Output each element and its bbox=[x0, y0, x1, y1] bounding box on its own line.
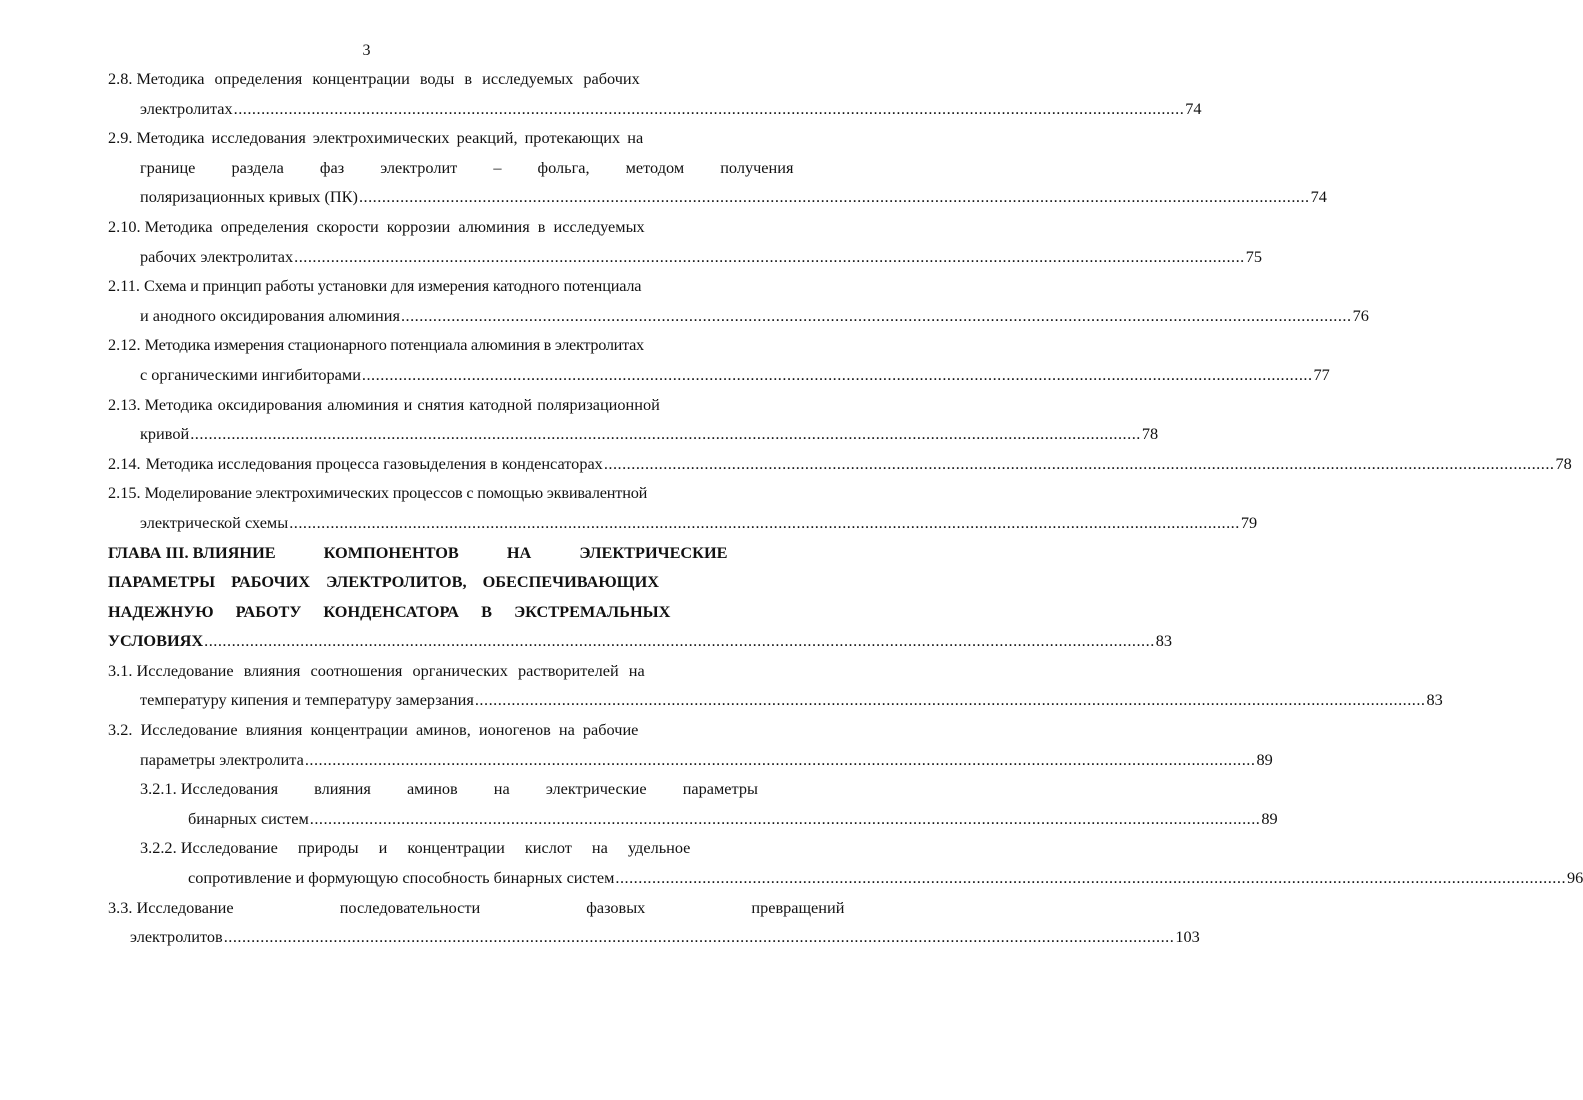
toc-page-number: 89 bbox=[1256, 749, 1273, 769]
toc-entry-3-2-1[interactable] bbox=[0, 774, 1278, 833]
toc-entry-title: границе раздела фаз электролит – фольга, методом получения bbox=[140, 157, 794, 177]
toc-entry-title: Методика исследования электрохимических реакций, протекающих на bbox=[136, 128, 644, 148]
dot-leader bbox=[310, 804, 1261, 834]
toc-entry-title: с органическими ингибиторами bbox=[140, 364, 361, 384]
toc-page-number: 75 bbox=[1245, 246, 1263, 266]
dot-leader bbox=[289, 508, 1240, 538]
dot-leader bbox=[234, 94, 1185, 124]
toc-entry-2-13[interactable] bbox=[0, 390, 1159, 449]
toc-entry-title: УСЛОВИЯХ bbox=[108, 631, 204, 651]
toc-entry-title: температуру кипения и температуру замерзания bbox=[140, 690, 474, 710]
toc-entry-number: 2.9. bbox=[108, 128, 133, 148]
toc-entry-3-2-2[interactable] bbox=[0, 833, 1583, 892]
toc-entry-number: 2.15. bbox=[108, 483, 141, 503]
toc-entry-title: электролитов bbox=[130, 927, 223, 947]
toc-entry-number: 3.1. bbox=[108, 660, 133, 680]
toc-entry-number: 2.13. bbox=[108, 394, 141, 414]
toc-entry-number: 2.14. bbox=[108, 453, 141, 473]
toc-entry-2-8[interactable] bbox=[0, 64, 1202, 123]
dot-leader bbox=[359, 182, 1310, 212]
toc-page-number: 83 bbox=[1426, 690, 1443, 710]
toc-entry-title: Моделирование электрохимических процессов с помощью эквивалентной bbox=[144, 483, 648, 503]
toc-entry-title: Методика определения скорости коррозии алюминия в исследуемых bbox=[144, 216, 645, 236]
toc-page-number: 78 bbox=[1555, 453, 1572, 473]
toc-entry-title: Исследование влияния соотношения органических растворителей на bbox=[136, 660, 645, 680]
toc-entry-title: НАДЕЖНУЮ РАБОТУ КОНДЕНСАТОРА В ЭКСТРЕМАЛЬНЫХ bbox=[108, 601, 671, 621]
dot-leader bbox=[615, 863, 1566, 893]
toc-entry-title: и анодного оксидирования алюминия bbox=[140, 305, 400, 325]
toc-entry-2-11[interactable] bbox=[0, 271, 1369, 330]
toc-entry-2-15[interactable] bbox=[0, 478, 1258, 537]
dot-leader bbox=[305, 745, 1256, 775]
toc-entry-title: Методика измерения стационарного потенциала алюминия в электролитах bbox=[144, 335, 644, 355]
toc-page-number: 77 bbox=[1313, 364, 1330, 384]
toc-entry-title: Исследование влияния концентрации аминов, ионогенов на рабочие bbox=[140, 720, 639, 740]
toc-entry-title: электролитах bbox=[140, 98, 233, 118]
toc-entry-title: Методика оксидирования алюминия и снятия катодной поляризационной bbox=[144, 394, 660, 414]
toc-entry-number: 3.2. bbox=[108, 720, 133, 740]
toc-page-number: 79 bbox=[1240, 512, 1258, 532]
toc-page-number: 74 bbox=[1310, 187, 1327, 207]
toc-entry-title: Исследования влияния аминов на электрические параметры bbox=[180, 779, 758, 799]
toc-entry-3-2[interactable] bbox=[0, 715, 1273, 774]
dot-leader bbox=[294, 242, 1245, 272]
toc-entry-title: ВЛИЯНИЕ КОМПОНЕНТОВ НА ЭЛЕКТРИЧЕСКИЕ bbox=[192, 542, 728, 562]
toc-page-number: 96 bbox=[1567, 868, 1583, 888]
dot-leader bbox=[475, 685, 1426, 715]
toc-entry-title: Исследование природы и концентрации кислот на удельное bbox=[180, 838, 691, 858]
toc-entry-title: сопротивление и формующую способность бинарных систем bbox=[188, 868, 615, 888]
toc-page-number: 76 bbox=[1352, 305, 1369, 325]
page-number: 3 bbox=[362, 42, 371, 59]
toc-entry-title: Методика исследования процесса газовыделения в конденсаторах bbox=[145, 453, 603, 473]
toc-entry-title: Схема и принцип работы установки для измерения катодного потенциала bbox=[144, 276, 642, 296]
dot-leader bbox=[401, 301, 1352, 331]
toc-entry-number: 2.8. bbox=[108, 69, 133, 88]
toc-entry-chapter-3[interactable] bbox=[0, 538, 1173, 656]
toc-entry-title: электрической схемы bbox=[140, 512, 289, 532]
toc-entry-title: ПАРАМЕТРЫ РАБОЧИХ ЭЛЕКТРОЛИТОВ, ОБЕСПЕЧИВАЮЩИХ bbox=[108, 572, 659, 592]
toc-entry-3-3[interactable] bbox=[0, 893, 1200, 952]
toc-entry-2-12[interactable] bbox=[0, 330, 1330, 389]
toc-page-number: 83 bbox=[1155, 631, 1173, 651]
toc-entry-2-9[interactable] bbox=[0, 123, 1327, 212]
toc-entry-2-14[interactable] bbox=[0, 449, 1572, 479]
toc-entry-number: 2.11. bbox=[108, 276, 140, 296]
toc-entry-number: 2.12. bbox=[108, 335, 141, 355]
toc-entry-title: Исследование последовательности фазовых превращений bbox=[136, 897, 845, 917]
toc-entry-3-1[interactable] bbox=[0, 656, 1443, 715]
dot-leader bbox=[604, 449, 1555, 479]
toc-entry-2-10[interactable] bbox=[0, 212, 1263, 271]
dot-leader bbox=[204, 626, 1155, 656]
toc-entry-title: рабочих электролитах bbox=[140, 246, 294, 266]
toc-entry-number: 3.2.2. bbox=[140, 838, 177, 858]
dot-leader bbox=[362, 360, 1313, 390]
table-of-contents bbox=[0, 64, 1583, 952]
toc-entry-number: 3.2.1. bbox=[140, 779, 177, 799]
toc-entry-title: бинарных систем bbox=[188, 808, 309, 828]
toc-entry-title: Методика определения концентрации воды в исследуемых рабочих bbox=[136, 69, 640, 88]
dot-leader bbox=[190, 419, 1141, 449]
toc-page-number: 103 bbox=[1175, 927, 1200, 947]
toc-entry-number: 3.3. bbox=[108, 897, 133, 917]
dot-leader bbox=[224, 922, 1175, 952]
toc-entry-title: параметры электролита bbox=[140, 749, 304, 769]
toc-chapter-label: ГЛАВА III. bbox=[108, 542, 189, 562]
toc-entry-title: поляризационных кривых (ПК) bbox=[140, 187, 358, 207]
toc-page-number: 89 bbox=[1261, 808, 1278, 828]
toc-page-number: 78 bbox=[1141, 424, 1159, 444]
toc-page-number: 74 bbox=[1185, 98, 1202, 118]
toc-entry-number: 2.10. bbox=[108, 216, 141, 236]
toc-entry-title: кривой bbox=[140, 424, 190, 444]
